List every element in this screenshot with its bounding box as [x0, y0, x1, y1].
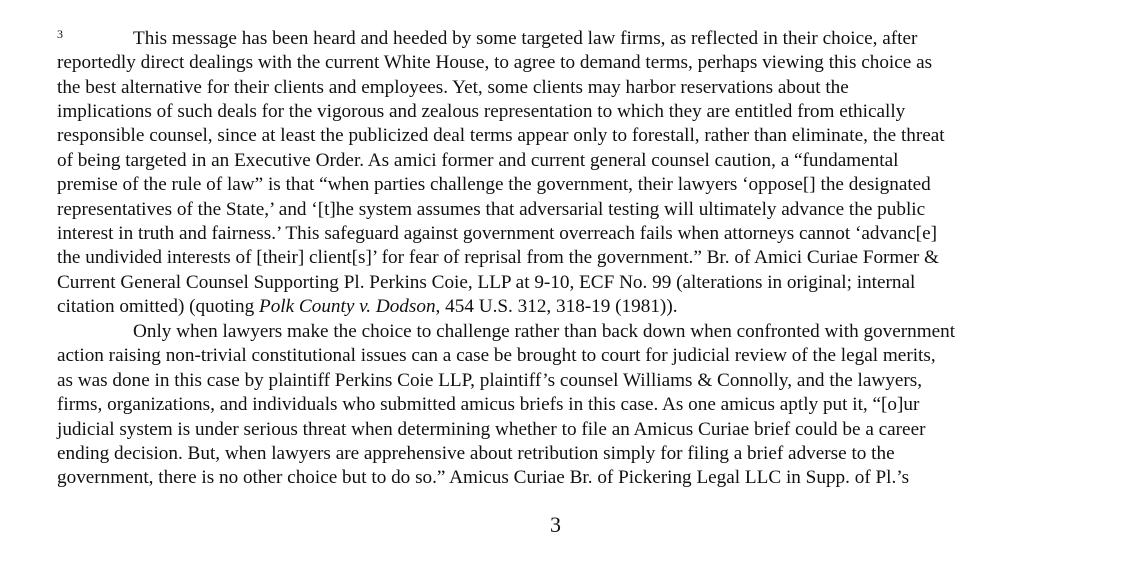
paragraph-line: ending decision. But, when lawyers are apprehensive about retribution simply for filing a brief adverse to the: [57, 443, 895, 464]
footnote-line: the undivided interests of [their] client[s]’ for fear of reprisal from the government.” Br. of Amici Curiae Former &: [57, 247, 939, 268]
paragraph-line: Only when lawyers make the choice to challenge rather than back down when confronted with government: [133, 321, 956, 342]
footnote-line: interest in truth and fairness.’ This safeguard against government overreach fails when attorneys cannot ‘advanc[e]: [57, 223, 937, 244]
paragraph-line: judicial system is under serious threat when determining whether to file an Amicus Curiae brief could be a career: [57, 419, 926, 440]
paragraph-line: government, there is no other choice but to do so.” Amicus Curiae Br. of Pickering Legal LLC in Supp. of Pl.’s: [57, 467, 910, 488]
footnote-marker: 3: [57, 27, 63, 41]
paragraph-line: firms, organizations, and individuals who submitted amicus briefs in this case. As one amicus aptly put it, “[o]ur: [57, 394, 920, 415]
footnote-line: Current General Counsel Supporting Pl. Perkins Coie, LLP at 9-10, ECF No. 99 (alterations in original; internal: [57, 272, 916, 293]
footnote-line: representatives of the State,’ and ‘[t]he system assumes that adversarial testing will ultimately advance the public: [57, 199, 926, 220]
page-number: 3: [550, 512, 561, 537]
case-name: Polk County v. Dodson: [258, 296, 436, 317]
citation-prefix: citation omitted) (quoting: [57, 296, 259, 317]
footnote-line-citation: [57, 295, 678, 319]
footnote-line: implications of such deals for the vigorous and zealous representation to which they are entitled from ethically: [57, 101, 906, 122]
paragraph-line: action raising non-trivial constitutional issues can a case be brought to court for judicial review of the legal merits,: [57, 345, 936, 366]
footnote-line: the best alternative for their clients and employees. Yet, some clients may harbor reservations about the: [57, 77, 849, 98]
citation-suffix: , 454 U.S. 312, 318-19 (1981)).: [435, 296, 678, 317]
footnote-line: reportedly direct dealings with the current White House, to agree to demand terms, perhaps viewing this choice as: [57, 52, 933, 73]
footnote-line: of being targeted in an Executive Order. As amici former and current general counsel caution, a “fundamental: [57, 150, 899, 171]
paragraph-line: as was done in this case by plaintiff Perkins Coie LLP, plaintiff’s counsel Williams & Connolly, and the lawyers,: [57, 370, 923, 391]
footnote-line: premise of the rule of law” is that “when parties challenge the government, their lawyers ‘oppose[] the designated: [57, 174, 931, 195]
footnote-line: This message has been heard and heeded by some targeted law firms, as reflected in their choice, after: [133, 28, 918, 49]
footnote-line: responsible counsel, since at least the publicized deal terms appear only to forestall, rather than eliminate, the threat: [57, 125, 945, 146]
